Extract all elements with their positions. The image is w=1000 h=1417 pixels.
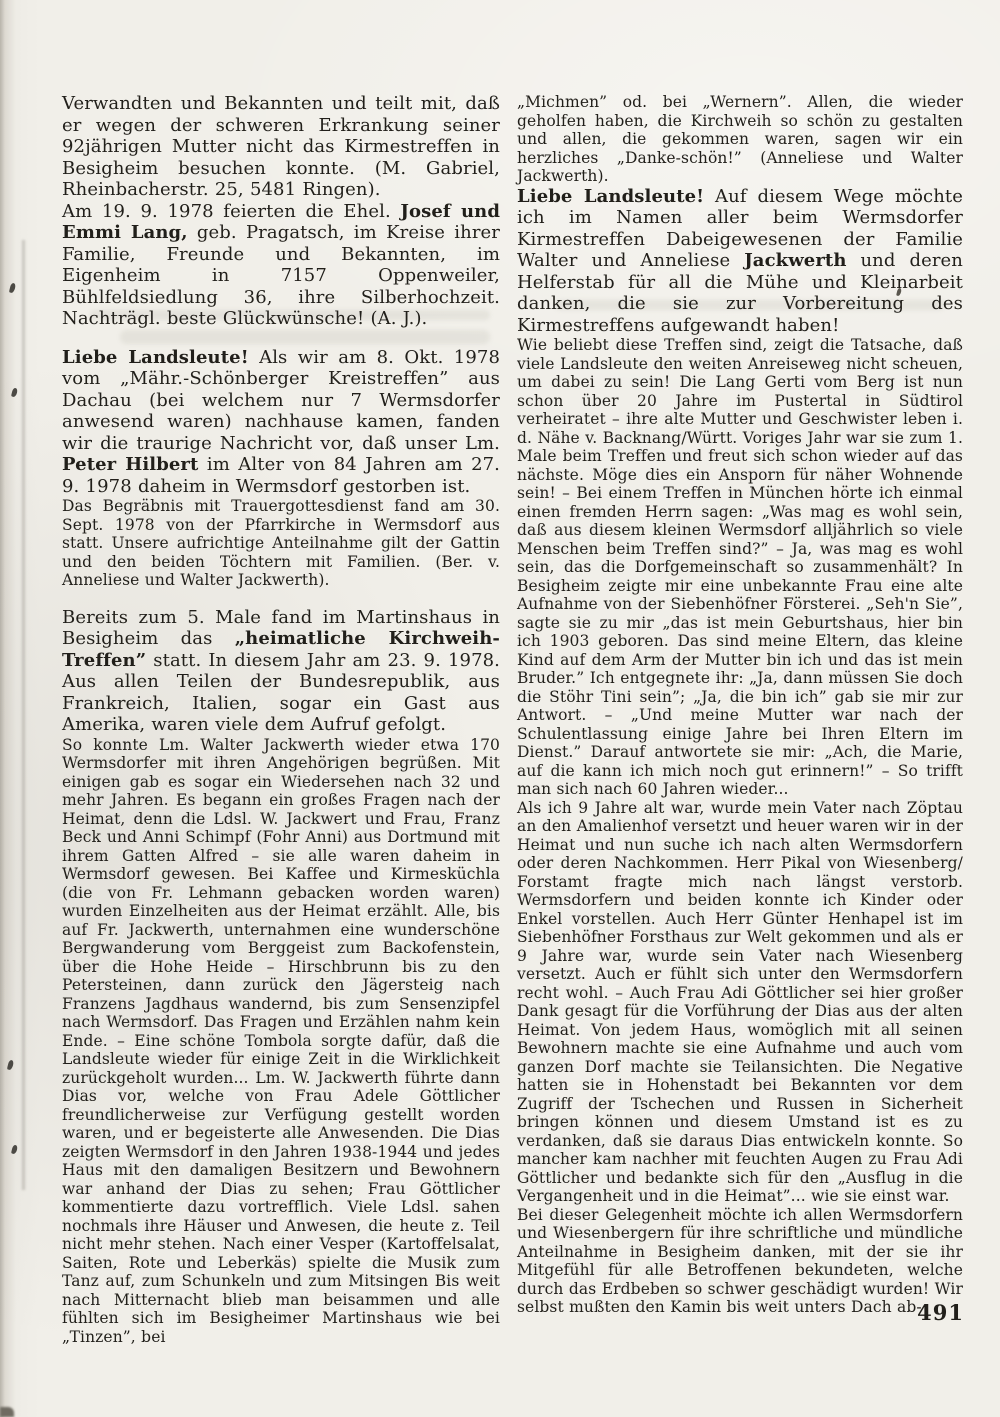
text-segment: und deren Helferstab für all die Mühe und Kleinarbeit danken, die sie zur Vorbereitung des Kirmestreffens aufgewandt haben! xyxy=(517,250,963,336)
bold-text-segment: Liebe Landsleute! xyxy=(62,346,249,368)
paragraph xyxy=(517,186,963,337)
bold-text-segment: Josef und Emmi Lang, xyxy=(62,200,501,243)
left-text-column xyxy=(62,93,500,1346)
text-segment: Am 19. 9. 1978 feierten die Ehel. xyxy=(62,200,401,222)
paragraph xyxy=(517,799,963,1206)
bold-text-segment: Peter Hilbert xyxy=(62,454,199,475)
paragraph xyxy=(62,607,500,736)
paragraph xyxy=(62,201,500,330)
bold-text-segment: „heimatliche Kirchweih-Treffen” xyxy=(62,628,500,671)
text-segment: So konnte Lm. Walter Jackwerth wieder etwa 170 Wermsdorfer mit ihren Angehörigen begrüßen. Mit einigen gab es sogar ein Wiedersehen nach 32 und mehr Jahren. Es begann ein großes Fragen nach der Heimat, denn die Ldsl. W. Jackwert und Frau, Franz Beck und Anni Schimpf (Fohr Anni) aus Dortmund mit ihrem Gatten Alfred – sie alle waren daheim in Wermsdorf gewesen. Bei Kaffee und Kirmesküchla (die von Fr. Lehmann gebacken worden waren) wurden Einzelheiten aus der Heimat erzählt. Alle, bis auf Fr. Jackwerth, unternahmen eine wunderschöne Bergwanderung vom Berggeist zum Backofenstein, über die Hohe Heide – Hirschbrunn bis zu den Petersteinen, dann zurück den Jägersteig nach Franzens Jagdhaus wandernd, bis zum Sensenzipfel nach Wermsdorf. Das Fragen und Erzählen nahm kein Ende. – Eine schöne Tombola sorgte dafür, daß die Landsleute wieder für einige Zeit in die Wirklichkeit zurückgeholt wurden... Lm. W. Jackwerth führte dann Dias vor, welche von Frau Adele Göttlicher freundlicherweise zur Verfügung gestellt worden waren, und er begeisterte alle Anwesenden. Die Dias zeigten Wermsdorf in den Jahren 1938-1944 und jedes Haus mit den damaligen Besitzern und Bewohnern war anhand der Dias zu sehen; Frau Göttlicher kommentierte dazu vortrefflich. Viele Ldsl. sahen nochmals ihre Häuser und Anwesen, die heute z. Teil nicht mehr stehen. Nach einer Vesper (Kartoffelsalat, Saiten, Rote und Leberkäs) spielte die Musik zum Tanz auf, zum Schunkeln und zum Mitsingen Bis weit nach Mitternacht blieb man beisammen und alle fühlten sich im Besigheimer Martinshaus wie bei „Tinzen”, bei xyxy=(62,735,500,1346)
bold-text-segment: Jackwerth xyxy=(744,250,847,271)
paragraph xyxy=(62,736,500,1347)
ink-speck xyxy=(9,283,16,294)
paragraph xyxy=(517,336,963,799)
page-number: 491 xyxy=(917,1300,964,1325)
scan-edge-shadow xyxy=(0,1407,14,1417)
text-segment: Bei dieser Gelegenheit möchte ich allen Wermsdorfern und Wiesenbergern für ihre schriftliche und mündliche Anteilnahme in Besigheim danken, mit der sie ihr Mitgefühl für alle Betroffenen bekundeten, welche durch das Erdbeben so schwer geschädigt wurden! Wir selbst mußten den Kamin bis weit unters Dach ab- xyxy=(517,1205,963,1316)
right-text-column xyxy=(517,93,963,1317)
paragraph xyxy=(517,93,963,186)
text-segment: Verwandten und Bekannten und teilt mit, daß er wegen der schweren Erkrankung seiner 92jährigen Mutter nicht das Kirmestreffen in Besigheim besuchen konnte. (M. Gabriel, Rheinbacherstr. 25, 5481 Ringen). xyxy=(62,93,500,200)
ink-speck xyxy=(7,1060,14,1071)
paragraph xyxy=(517,1206,963,1317)
page-crease xyxy=(21,240,26,1190)
ink-speck xyxy=(11,1145,18,1155)
text-segment: Wie beliebt diese Treffen sind, zeigt die Tatsache, daß viele Landsleute den weiten Anreiseweg nicht scheuen, um dabei zu sein! Die Lang Gerti vom Berg ist nun schon über 20 Jahre im Pustertal in Südtirol verheiratet – ihre alte Mutter und Geschwister leben i. d. Nähe v. Backnang/Württ. Voriges Jahr war sie zum 1. Male beim Treffen und freut sich schon wieder auf das nächste. Möge dies ein Ansporn für näher Wohnende sein! – Bei einem Treffen in München hörte ich einmal einen fremden Herrn sagen: „Was mag es wohl sein, daß aus diesem kleinen Wermsdorf alljährlich so viele Menschen beim Treffen sind?” – Ja, was mag es wohl sein, das die Dorfgemeinschaft so zusammenhält? In Besigheim zeigte mir eine unbekannte Frau eine alte Aufnahme von der Siebenhöfner Försterei. „Seh'n Sie”, sagte sie zu mir „das ist mein Geburtshaus, hier bin ich 1903 geboren. Das sind meine Eltern, das kleine Kind auf dem Arm der Mutter bin ich und das ist mein Bruder.” Ich entgegnete ihr: „Ja, dann müssen Sie doch die Stöhr Tini sein”; „Ja, die bin ich” gab sie mir zur Antwort. – „Und meine Mutter war nach der Schulentlassung einige Jahre bei Ihren Eltern im Dienst.” Darauf antwortete sie mir: „Ach, die Marie, auf die kann ich mich noch gut erinnern!” – So trifft man sich nach 60 Jahren wieder... xyxy=(517,336,963,798)
paragraph xyxy=(62,93,500,201)
ink-speck xyxy=(11,388,18,398)
paragraph xyxy=(62,347,500,498)
text-segment: Bereits zum 5. Male fand im Martinshaus in Besigheim das xyxy=(62,606,500,649)
text-segment: Als wir am 8. Okt. 1978 vom „Mähr.-Schönberger Kreistreffen” aus Dachau (bei welchem nur 7 Wermsdorfer anwesend waren) nachhause kamen, fanden wir die traurige Nachricht vor, daß unser Lm. xyxy=(62,346,501,454)
text-segment: „Michmen” od. bei „Wernern”. Allen, die wieder geholfen haben, die Kirchweih so schön zu gestalten und allen, die gekommen waren, sagen wir ein herzliches „Danke-schön!” (Anneliese und Walter Jackwerth). xyxy=(517,93,963,185)
paragraph xyxy=(62,497,500,590)
bold-text-segment: Liebe Landsleute! xyxy=(517,185,705,207)
text-segment: statt. In diesem Jahr am 23. 9. 1978. Aus allen Teilen der Bundesrepublik, aus Frankreich, Italien, sogar ein Gast aus Amerika, waren viele dem Aufruf gefolgt. xyxy=(62,649,500,735)
text-segment: Das Begräbnis mit Trauergottesdienst fand am 30. Sept. 1978 von der Pfarrkirche in Wermsdorf aus statt. Unsere aufrichtige Anteilnahme gilt der Gattin und den beiden Töchtern mit Familien. (Ber. v. Anneliese und Walter Jackwerth). xyxy=(62,497,500,589)
text-segment: Auf diesem Wege möchte ich im Namen aller beim Wermsdorfer Kirmestreffen Dabeigewesenen der Familie Walter und Anneliese xyxy=(517,185,963,271)
text-segment: Als ich 9 Jahre alt war, wurde mein Vater nach Zöptau an den Amalienhof versetzt und heuer waren wir in der Heimat und nun suche ich nach alten Wermsdorfern oder deren Nachkommen. Herr Pikal von Wiesenberg/ Forstamt fragte mich nach längst verstorb. Wermsdorfern und beiden konnte ich Kinder oder Enkel vorstellen. Auch Herr Günter Henhapel ist im Siebenhöfner Forsthaus zur Welt gekommen und als er 9 Jahre war, wurde sein Vater nach Wiesenberg versetzt. Auch er fühlt sich unter den Wermsdorfern recht wohl. – Auch Frau Adi Göttlicher sei hier großer Dank gesagt für die Vorführung der Dias aus der alten Heimat. Von jedem Haus, womöglich mit all seinen Bewohnern machte sie eine Aufnahme und auch vom ganzen Dorf machte sie Teilansichten. Die Negative hatten sie in Hohenstadt bei Bekannten vor dem Zugriff der Tschechen und Russen in Sicherheit bringen können und diesem Umstand ist es zu verdanken, daß sie daraus Dias entwickeln konnte. So mancher kam nachher mit feuchten Augen zu Frau Adi Göttlicher und bedankte sich für den „Ausflug in die Vergangenheit und in die Heimat”... wie sie einst war. xyxy=(517,798,963,1205)
text-segment: geb. Pragatsch, im Kreise ihrer Familie, Freunde und Bekannten, im Eigenheim in 7157 Oppenweiler, Bühlfeldsiedlung 36, ihre Silberhochzeit. Nachträgl. beste Glückwünsche! (A. J.). xyxy=(62,222,500,329)
text-segment: im Alter von 84 Jahren am 27. 9. 1978 daheim in Wermsdorf gestorben ist. xyxy=(62,454,500,497)
